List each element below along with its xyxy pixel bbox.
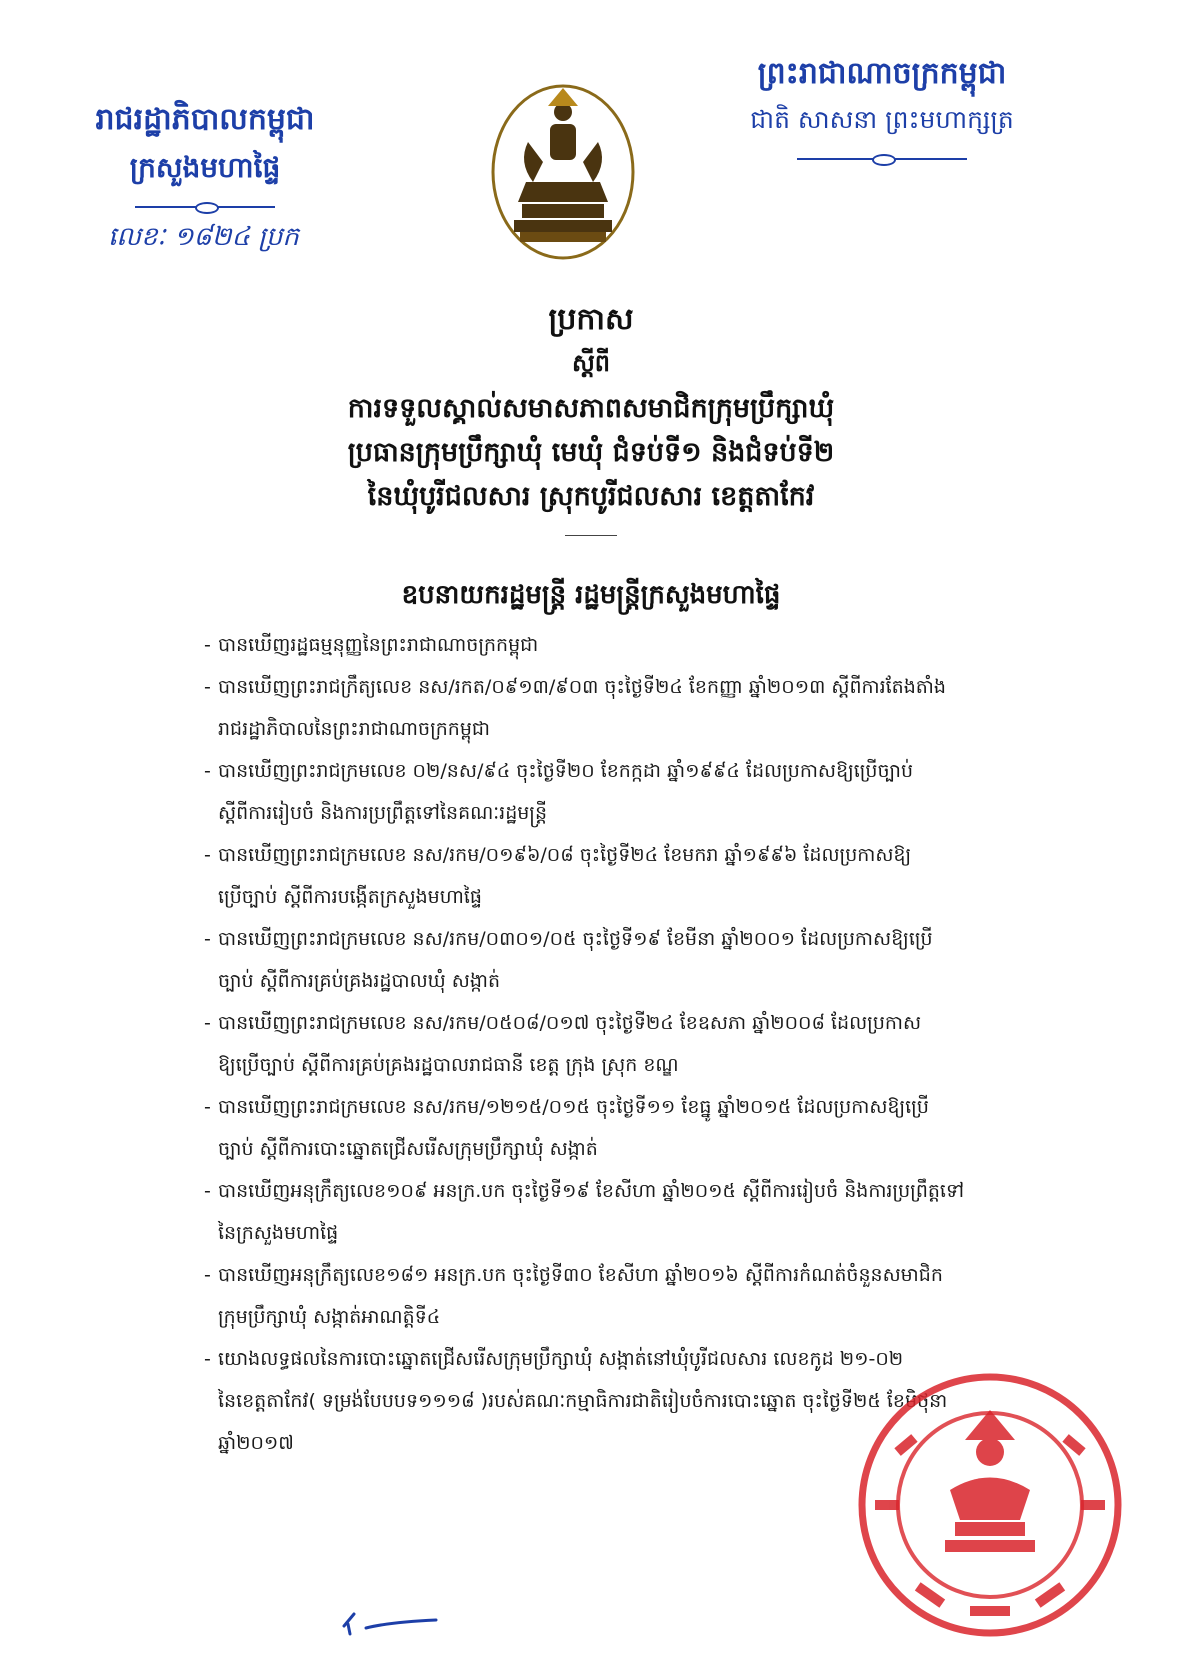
document-about: ស្តីពី [571, 349, 611, 377]
handwritten-mark-icon [340, 1608, 440, 1636]
recital-dash: - [204, 1012, 211, 1034]
title-line-2: ប្រធានក្រុមប្រឹក្សាឃុំ មេឃុំ ជំទប់ទី១ និងជំទប់ទី២ [347, 437, 835, 468]
kingdom-motto: ជាតិ សាសនា ព្រះមហាក្សត្រ [750, 105, 1014, 134]
recital-line: នៃក្រសួងមហាផ្ទៃ [218, 1222, 339, 1244]
recital-item [204, 1002, 1098, 1086]
recital-line: បានឃើញព្រះរាជក្រមលេខ នស/រកម/០១៩៦/០៨ ចុះថ្ងៃទី២៤ ខែមករា ឆ្នាំ១៩៩៦ ដែលប្រកាសឱ្យ [218, 844, 912, 866]
recital-item [204, 1086, 1098, 1170]
title-separator [565, 535, 617, 536]
ministry-ornament [135, 202, 275, 212]
recital-line: បានឃើញអនុក្រឹត្យលេខ១០៩ អនក្រ.បក ចុះថ្ងៃទី១៩ ខែសីហា ឆ្នាំ២០១៥ ស្តីពីការរៀបចំ និងការប្រព្រឹត្តទៅ [218, 1180, 965, 1202]
recital-item [204, 666, 1098, 750]
recitals-list [204, 624, 1098, 1464]
recital-dash: - [204, 676, 211, 698]
recital-line: ក្រុមប្រឹក្សាឃុំ សង្កាត់អាណត្តិទី៤ [218, 1306, 441, 1328]
recital-line: ឱ្យប្រើច្បាប់ ស្តីពីការគ្រប់គ្រងរដ្ឋបាលរាជធានី ខេត្ត ក្រុង ស្រុក ខណ្ឌ [218, 1054, 679, 1076]
ministry-header [80, 100, 330, 212]
recital-dash: - [204, 1264, 211, 1286]
recital-line: បានឃើញព្រះរាជក្រមលេខ នស/រកម/០៥០៨/០១៧ ចុះថ្ងៃទី២៤ ខែឧសភា ឆ្នាំ២០០៨ ដែលប្រកាស [218, 1012, 922, 1034]
recital-dash: - [204, 844, 211, 866]
kingdom-header [732, 54, 1032, 164]
recital-dash: - [204, 1096, 211, 1118]
recital-line: ច្បាប់ ស្តីពីការគ្រប់គ្រងរដ្ឋបាលឃុំ សង្កាត់ [218, 970, 501, 992]
recital-line: បានឃើញព្រះរាជក្រមលេខ នស/រកម/១២១៥/០១៥ ចុះថ្ងៃទី១១ ខែធ្នូ ឆ្នាំ២០១៥ ដែលប្រកាសឱ្យប្រើ [218, 1096, 929, 1118]
recital-line: ឆ្នាំ២០១៧ [218, 1432, 294, 1454]
recital-item [204, 918, 1098, 1002]
recital-line: ច្បាប់ ស្តីពីការបោះឆ្នោតជ្រើសរើសក្រុមប្រឹក្សាឃុំ សង្កាត់ [218, 1138, 598, 1160]
recital-line: នៃខេត្តតាកែវ( ទម្រង់បែបបទ១១១៨ )របស់គណៈកម្មាធិការជាតិរៀបចំការបោះឆ្នោត ចុះថ្ងៃទី២៥ ខែមិថុនា [218, 1390, 948, 1412]
kingdom-title: ព្រះរាជាណាចក្រកម្ពុជា [757, 56, 1007, 91]
recital-dash: - [204, 1180, 211, 1202]
recital-dash: - [204, 634, 211, 656]
recital-line: បានឃើញព្រះរាជក្រមលេខ ០២/នស/៩៤ ចុះថ្ងៃទី២០ ខែកក្កដា ឆ្នាំ១៩៩៤ ដែលប្រកាសឱ្យប្រើច្បាប់ [218, 760, 914, 782]
recital-line: ប្រើច្បាប់ ស្តីពីការបង្កើតក្រសួងមហាផ្ទៃ [218, 886, 482, 908]
official-seal-icon [855, 1370, 1125, 1640]
royal-emblem-icon [488, 82, 638, 262]
recital-dash: - [204, 1348, 211, 1370]
recital-line: បានឃើញអនុក្រឹត្យលេខ១៨១ អនក្រ.បក ចុះថ្ងៃទី៣០ ខែសីហា ឆ្នាំ២០១៦ ស្តីពីការកំណត់ចំនួនសមាជិក [218, 1264, 943, 1286]
ministry-title: ក្រសួងមហាផ្ទៃ [129, 151, 281, 184]
kingdom-ornament [797, 154, 967, 164]
recital-line: រាជរដ្ឋាភិបាលនៃព្រះរាជាណាចក្រកម្ពុជា [218, 718, 491, 740]
title-line-3: នៃឃុំបូរីជលសារ ស្រុកបូរីជលសារ ខេត្តតាកែវ [367, 481, 815, 512]
recital-dash: - [204, 928, 211, 950]
recital-item [204, 1254, 1098, 1338]
recital-item [204, 750, 1098, 834]
recital-item [204, 1170, 1098, 1254]
document-type: ប្រកាស [548, 302, 634, 337]
recital-line: បានឃើញព្រះរាជក្រមលេខ នស/រកម/០៣០១/០៥ ចុះថ្ងៃទី១៩ ខែមីនា ឆ្នាំ២០០១ ដែលប្រកាសឱ្យប្រើ [218, 928, 933, 950]
title-line-1: ការទទួលស្គាល់សមាសភាពសមាជិកក្រុមប្រឹក្សាឃុំ [347, 393, 835, 424]
recital-line: យោងលទ្ធផលនៃការបោះឆ្នោតជ្រើសរើសក្រុមប្រឹក្សាឃុំ សង្កាត់នៅឃុំបូរីជលសារ លេខកូដ ២១-០២ [218, 1348, 904, 1370]
recital-item [204, 834, 1098, 918]
issuing-authority: ឧបនាយករដ្ឋមន្ត្រី រដ្ឋមន្ត្រីក្រសួងមហាផ្ទៃ [401, 580, 781, 610]
recital-line: បានឃើញព្រះរាជក្រឹត្យលេខ នស/រកត/០៩១៣/៩០៣ ចុះថ្ងៃទី២៤ ខែកញ្ញា ឆ្នាំ២០១៣ ស្តីពីការតែងតាំង [218, 676, 946, 698]
government-title: រាជរដ្ឋាភិបាលកម្ពុជា [95, 102, 315, 137]
recital-item [204, 624, 1098, 666]
recital-line: បានឃើញរដ្ឋធម្មនុញ្ញនៃព្រះរាជាណាចក្រកម្ពុជា [218, 634, 539, 656]
recital-line: ស្តីពីការរៀបចំ និងការប្រព្រឹត្តទៅនៃគណៈរដ្ឋមន្ត្រី [218, 802, 548, 824]
recital-dash: - [204, 760, 211, 782]
document-number: លេខៈ ១៨២៤ ប្រក [108, 222, 299, 252]
